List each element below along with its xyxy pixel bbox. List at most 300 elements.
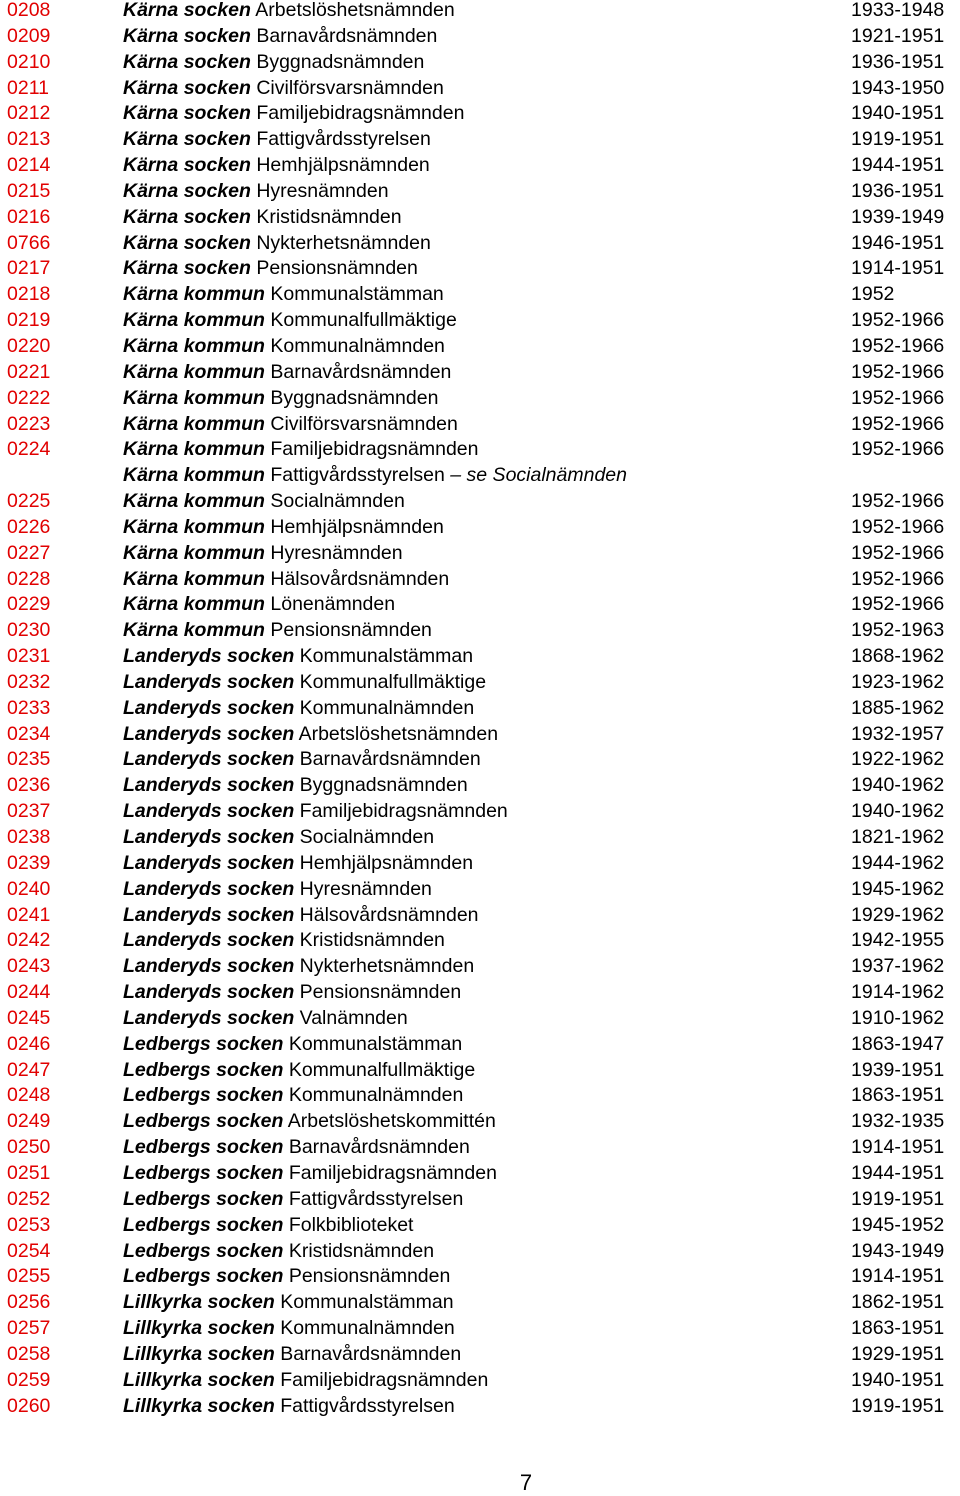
- organization-name: Hälsovårdsnämnden: [299, 903, 479, 926]
- year-range: 1821-1962: [851, 826, 945, 848]
- record-title: [123, 1189, 463, 1209]
- list-item: [0, 1292, 960, 1318]
- reference-code: 0249: [7, 1110, 51, 1133]
- year-range: 1929-1951: [851, 1342, 945, 1365]
- record-title: [123, 620, 432, 640]
- organization-name: Kommunalfullmäktige: [270, 309, 457, 332]
- record-title: [123, 982, 461, 1002]
- reference-code: 0226: [7, 515, 51, 538]
- place-name: Landeryds socken: [123, 903, 295, 926]
- list-item: [0, 362, 960, 388]
- list-item: [0, 491, 960, 517]
- list-item: [0, 1111, 960, 1137]
- place-name: Kärna socken: [123, 0, 251, 21]
- list-item: [0, 181, 960, 207]
- record-title: [123, 465, 627, 485]
- year-range: 1919-1951: [851, 1187, 945, 1210]
- organization-name: Civilförsvarsnämnden: [270, 412, 458, 435]
- reference-code: 0235: [7, 748, 51, 771]
- organization-name: Socialnämnden: [299, 826, 435, 848]
- list-item: [0, 1241, 960, 1267]
- year-range: 1919-1951: [851, 1394, 945, 1417]
- record-title: [123, 1137, 470, 1157]
- reference-code: 0257: [7, 1317, 51, 1340]
- year-range: 1914-1951: [851, 1265, 945, 1288]
- year-range: 1952-1966: [851, 567, 945, 590]
- year-range: 1863-1947: [851, 1032, 945, 1055]
- organization-name: Kommunalstämman: [288, 1032, 463, 1055]
- organization-name: Fattigvårdsstyrelsen: [288, 1187, 464, 1210]
- place-name: Landeryds socken: [123, 645, 295, 668]
- reference-code: 0213: [7, 128, 51, 151]
- record-title: [123, 1241, 434, 1261]
- organization-name: Arbetslöshetsnämnden: [255, 0, 455, 21]
- place-name: Kärna socken: [123, 24, 251, 47]
- year-range: 1914-1951: [851, 257, 945, 280]
- organization-name: Hemhjälpsnämnden: [256, 154, 430, 177]
- organization-name: Kommunalfullmäktige: [288, 1058, 476, 1081]
- record-title: [123, 362, 451, 382]
- year-range: 1939-1949: [851, 205, 945, 228]
- year-range: 1944-1951: [851, 1161, 945, 1184]
- organization-name: Byggnadsnämnden: [256, 50, 425, 73]
- organization-name: Familjebidragsnämnden: [299, 800, 508, 823]
- year-range: 1952-1966: [851, 309, 945, 332]
- record-title: [123, 517, 444, 537]
- organization-name: Fattigvårdsstyrelsen: [256, 128, 431, 151]
- organization-name: Byggnadsnämnden: [299, 774, 468, 797]
- reference-code: 0227: [7, 541, 51, 564]
- year-range: 1945-1952: [851, 1213, 945, 1236]
- record-title: [123, 1318, 455, 1338]
- organization-name: Kommunalnämnden: [288, 1084, 464, 1107]
- year-range: 1943-1950: [851, 76, 945, 99]
- place-name: Landeryds socken: [123, 929, 295, 952]
- list-item: [0, 1370, 960, 1396]
- reference-code: 0212: [7, 102, 51, 125]
- list-item: [0, 103, 960, 129]
- organization-name: Kommunalfullmäktige: [299, 670, 487, 693]
- list-item: [0, 646, 960, 672]
- year-range: 1952-1966: [851, 334, 945, 357]
- organization-name: Familjebidragsnämnden: [280, 1368, 489, 1391]
- year-range: 1921-1951: [851, 24, 945, 47]
- year-range: 1929-1962: [851, 903, 945, 926]
- record-title: [123, 724, 498, 744]
- organization-name: Pensionsnämnden: [299, 981, 462, 1004]
- organization-name: Barnavårdsnämnden: [280, 1342, 462, 1365]
- organization-name: Kristidsnämnden: [288, 1239, 435, 1262]
- organization-name: Barnavårdsnämnden: [299, 748, 481, 771]
- place-name: Landeryds socken: [123, 696, 295, 719]
- organization-name: Hälsovårdsnämnden: [270, 567, 450, 590]
- record-title: [123, 1060, 475, 1080]
- organization-name: Lönenämnden: [270, 593, 396, 616]
- reference-code: 0254: [7, 1239, 51, 1262]
- year-range: 1952-1966: [851, 541, 945, 564]
- place-name: Kärna socken: [123, 179, 251, 202]
- list-item: [0, 439, 960, 465]
- organization-name: Pensionsnämnden: [288, 1265, 451, 1288]
- list-item: [0, 1266, 960, 1292]
- organization-name: Hyresnämnden: [299, 877, 432, 900]
- reference-code: 0247: [7, 1058, 51, 1081]
- organization-name: Hyresnämnden: [256, 179, 389, 202]
- place-name: Landeryds socken: [123, 1006, 295, 1029]
- place-name: Kärna socken: [123, 76, 251, 99]
- record-title: [123, 439, 479, 459]
- organization-name: Kristidsnämnden: [256, 205, 402, 228]
- list-item: [0, 207, 960, 233]
- place-name: Kärna kommun: [123, 464, 265, 487]
- place-name: Kärna kommun: [123, 283, 265, 306]
- place-name: Ledbergs socken: [123, 1187, 284, 1210]
- record-title: [123, 0, 455, 20]
- organization-name: Kommunalstämman: [299, 645, 474, 668]
- organization-name: Kommunalnämnden: [270, 334, 445, 357]
- record-title: [123, 1163, 497, 1183]
- record-title: [123, 672, 486, 692]
- list-item: [0, 569, 960, 595]
- reference-code: 0260: [7, 1394, 51, 1417]
- record-title: [123, 569, 449, 589]
- place-name: Ledbergs socken: [123, 1213, 284, 1236]
- year-range: 1868-1962: [851, 645, 945, 668]
- place-name: Landeryds socken: [123, 670, 295, 693]
- place-name: Ledbergs socken: [123, 1239, 284, 1262]
- organization-name: Kristidsnämnden: [299, 929, 445, 952]
- year-range: 1945-1962: [851, 877, 945, 900]
- year-range: 1932-1957: [851, 722, 945, 745]
- place-name: Landeryds socken: [123, 955, 295, 978]
- place-name: Ledbergs socken: [123, 1265, 284, 1288]
- list-item: [0, 1215, 960, 1241]
- place-name: Lillkyrka socken: [123, 1368, 275, 1391]
- list-item: [0, 233, 960, 259]
- record-title: [123, 853, 473, 873]
- organization-name: Valnämnden: [299, 1006, 408, 1029]
- reference-code: 0219: [7, 309, 51, 332]
- record-title: [123, 1370, 488, 1390]
- list-item: [0, 1060, 960, 1086]
- record-title: [123, 1034, 462, 1054]
- list-item: [0, 78, 960, 104]
- reference-code: 0220: [7, 334, 51, 357]
- reference-code: 0234: [7, 722, 51, 745]
- record-title: [123, 388, 438, 408]
- reference-code: 0217: [7, 257, 51, 280]
- place-name: Ledbergs socken: [123, 1058, 284, 1081]
- organization-name: Nykterhetsnämnden: [256, 231, 431, 254]
- year-range: 1952-1966: [851, 515, 945, 538]
- place-name: Kärna kommun: [123, 412, 265, 435]
- organization-name: Kommunalnämnden: [280, 1317, 455, 1340]
- place-name: Kärna kommun: [123, 515, 265, 538]
- year-range: 1952-1966: [851, 360, 945, 383]
- year-range: 1862-1951: [851, 1291, 945, 1314]
- year-range: 1919-1951: [851, 128, 945, 151]
- record-title: [123, 801, 508, 821]
- list-item: [0, 517, 960, 543]
- organization-name: Barnavårdsnämnden: [256, 24, 438, 47]
- organization-name: Hyresnämnden: [270, 541, 403, 564]
- reference-code: 0216: [7, 205, 51, 228]
- reference-code: 0223: [7, 412, 51, 435]
- year-range: 1940-1951: [851, 1368, 945, 1391]
- reference-code: 0208: [7, 0, 51, 21]
- reference-code: 0245: [7, 1006, 51, 1029]
- organization-name: Barnavårdsnämnden: [270, 360, 452, 383]
- place-name: Ledbergs socken: [123, 1110, 284, 1133]
- list-item: [0, 1137, 960, 1163]
- organization-name: Byggnadsnämnden: [270, 386, 439, 409]
- reference-code: 0225: [7, 490, 51, 513]
- place-name: Kärna socken: [123, 154, 251, 177]
- place-name: Kärna kommun: [123, 360, 265, 383]
- record-title: [123, 749, 481, 769]
- reference-code: 0241: [7, 903, 51, 926]
- reference-code: 0237: [7, 800, 51, 823]
- list-item: [0, 465, 960, 491]
- list-item: [0, 310, 960, 336]
- record-title: [123, 956, 474, 976]
- year-range: 1936-1951: [851, 50, 945, 73]
- list-item: [0, 879, 960, 905]
- place-name: Landeryds socken: [123, 981, 295, 1004]
- organization-name: Hemhjälpsnämnden: [299, 851, 474, 874]
- record-title: [123, 129, 431, 149]
- place-name: Ledbergs socken: [123, 1161, 284, 1184]
- record-title: [123, 310, 457, 330]
- year-range: 1952-1966: [851, 438, 945, 461]
- place-name: Landeryds socken: [123, 800, 295, 823]
- record-title: [123, 1215, 413, 1235]
- place-name: Ledbergs socken: [123, 1032, 284, 1055]
- organization-name: Fattigvårdsstyrelsen: [270, 464, 445, 487]
- list-item: [0, 698, 960, 724]
- place-name: Kärna kommun: [123, 309, 265, 332]
- record-title: [123, 879, 432, 899]
- record-title: [123, 1085, 463, 1105]
- organization-name: Hemhjälpsnämnden: [270, 515, 444, 538]
- record-title: [123, 78, 444, 98]
- place-name: Kärna kommun: [123, 386, 265, 409]
- record-title: [123, 930, 445, 950]
- year-range: 1863-1951: [851, 1084, 945, 1107]
- place-name: Landeryds socken: [123, 748, 295, 771]
- place-name: Ledbergs socken: [123, 1136, 284, 1159]
- year-range: 1940-1951: [851, 102, 945, 125]
- reference-code: 0256: [7, 1291, 51, 1314]
- list-item: [0, 775, 960, 801]
- reference-code: 0239: [7, 851, 51, 874]
- year-range: 1952-1966: [851, 412, 945, 435]
- list-item: [0, 827, 960, 853]
- year-range: 1952: [851, 283, 895, 306]
- reference-code: 0253: [7, 1213, 51, 1236]
- organization-name: Arbetslöshetskommittén: [287, 1110, 496, 1133]
- reference-code: 0242: [7, 929, 51, 952]
- place-name: Landeryds socken: [123, 826, 295, 848]
- reference-code: 0215: [7, 179, 51, 202]
- record-title: [123, 26, 437, 46]
- year-range: 1942-1955: [851, 929, 945, 952]
- list-item: [0, 1008, 960, 1034]
- reference-code: 0258: [7, 1342, 51, 1365]
- reference-code: 0214: [7, 154, 51, 177]
- list-item: [0, 956, 960, 982]
- list-item: [0, 1396, 960, 1422]
- year-range: 1936-1951: [851, 179, 945, 202]
- record-title: [123, 233, 431, 253]
- reference-code: 0222: [7, 386, 51, 409]
- reference-code: 0252: [7, 1187, 51, 1210]
- list-item: [0, 1344, 960, 1370]
- place-name: Kärna kommun: [123, 593, 265, 616]
- place-name: Kärna socken: [123, 50, 251, 73]
- record-title: [123, 1266, 450, 1286]
- year-range: 1910-1962: [851, 1006, 945, 1029]
- list-item: [0, 594, 960, 620]
- reference-code: 0232: [7, 670, 51, 693]
- organization-name: Familjebidragsnämnden: [270, 438, 479, 461]
- cross-reference: – se Socialnämnden: [450, 464, 627, 487]
- record-title: [123, 258, 418, 278]
- reference-code: 0228: [7, 567, 51, 590]
- year-range: 1940-1962: [851, 774, 945, 797]
- reference-code: 0238: [7, 826, 51, 848]
- record-title: [123, 284, 444, 304]
- year-range: 1952-1966: [851, 593, 945, 616]
- reference-code: 0243: [7, 955, 51, 978]
- record-title: [123, 103, 464, 123]
- organization-name: Kommunalstämman: [270, 283, 444, 306]
- place-name: Ledbergs socken: [123, 1084, 284, 1107]
- place-name: Landeryds socken: [123, 722, 295, 745]
- organization-name: Familjebidragsnämnden: [288, 1161, 497, 1184]
- list-item: [0, 52, 960, 78]
- record-title: [123, 155, 430, 175]
- place-name: Kärna socken: [123, 128, 251, 151]
- list-item: [0, 388, 960, 414]
- reference-code: 0211: [7, 76, 49, 99]
- year-range: 1943-1949: [851, 1239, 945, 1262]
- organization-name: Barnavårdsnämnden: [288, 1136, 470, 1159]
- reference-code: 0210: [7, 50, 51, 73]
- reference-code: 0246: [7, 1032, 51, 1055]
- list-item: [0, 1189, 960, 1215]
- organization-name: Folkbiblioteket: [288, 1213, 414, 1236]
- record-title: [123, 775, 468, 795]
- place-name: Kärna socken: [123, 102, 251, 125]
- list-item: [0, 284, 960, 310]
- year-range: 1944-1951: [851, 154, 945, 177]
- year-range: 1863-1951: [851, 1317, 945, 1340]
- record-title: [123, 543, 403, 563]
- year-range: 1952-1966: [851, 490, 945, 513]
- year-range: 1952-1963: [851, 619, 945, 642]
- list-item: [0, 258, 960, 284]
- list-item: [0, 0, 960, 26]
- year-range: 1939-1951: [851, 1058, 945, 1081]
- record-title: [123, 491, 405, 511]
- place-name: Kärna kommun: [123, 334, 265, 357]
- reference-code: 0233: [7, 696, 51, 719]
- reference-code: 0231: [7, 645, 51, 668]
- year-range: 1946-1951: [851, 231, 945, 254]
- record-title: [123, 1008, 408, 1028]
- record-title: [123, 414, 458, 434]
- year-range: 1923-1962: [851, 670, 945, 693]
- year-range: 1952-1966: [851, 386, 945, 409]
- place-name: Kärna socken: [123, 205, 251, 228]
- record-title: [123, 905, 479, 925]
- record-title: [123, 827, 434, 847]
- list-item: [0, 672, 960, 698]
- record-title: [123, 1292, 454, 1312]
- place-name: Kärna kommun: [123, 438, 265, 461]
- reference-code: 0218: [7, 283, 51, 306]
- record-title: [123, 1344, 461, 1364]
- year-range: 1933-1948: [851, 0, 945, 21]
- list-item: [0, 853, 960, 879]
- organization-name: Fattigvårdsstyrelsen: [280, 1394, 455, 1417]
- organization-name: Arbetslöshetsnämnden: [298, 722, 499, 745]
- record-title: [123, 207, 402, 227]
- reference-code: 0236: [7, 774, 51, 797]
- list-item: [0, 620, 960, 646]
- place-name: Kärna kommun: [123, 567, 265, 590]
- year-range: 1914-1962: [851, 981, 945, 1004]
- reference-code: 0244: [7, 981, 51, 1004]
- list-item: [0, 982, 960, 1008]
- year-range: 1885-1962: [851, 696, 945, 719]
- place-name: Kärna socken: [123, 231, 251, 254]
- list-item: [0, 543, 960, 569]
- place-name: Kärna socken: [123, 257, 251, 280]
- place-name: Lillkyrka socken: [123, 1317, 275, 1340]
- record-title: [123, 1111, 496, 1131]
- reference-code: 0255: [7, 1265, 51, 1288]
- reference-code: 0230: [7, 619, 51, 642]
- list-item: [0, 1318, 960, 1344]
- record-title: [123, 52, 424, 72]
- organization-name: Familjebidragsnämnden: [256, 102, 465, 125]
- list-item: [0, 336, 960, 362]
- organization-name: Socialnämnden: [270, 490, 405, 513]
- record-title: [123, 594, 395, 614]
- year-range: 1937-1962: [851, 955, 945, 978]
- place-name: Kärna kommun: [123, 490, 265, 513]
- list-item: [0, 724, 960, 750]
- record-title: [123, 181, 389, 201]
- place-name: Landeryds socken: [123, 851, 295, 874]
- place-name: Lillkyrka socken: [123, 1394, 275, 1417]
- list-item: [0, 749, 960, 775]
- record-title: [123, 1396, 455, 1416]
- organization-name: Pensionsnämnden: [270, 619, 432, 642]
- reference-code: 0766: [7, 231, 51, 254]
- list-item: [0, 1085, 960, 1111]
- place-name: Kärna kommun: [123, 541, 265, 564]
- place-name: Lillkyrka socken: [123, 1342, 275, 1365]
- place-name: Kärna kommun: [123, 619, 265, 642]
- reference-code: 0229: [7, 593, 51, 616]
- reference-code: 0251: [7, 1161, 51, 1184]
- year-range: 1944-1962: [851, 851, 945, 874]
- organization-name: Kommunalnämnden: [299, 696, 475, 719]
- place-name: Lillkyrka socken: [123, 1291, 275, 1314]
